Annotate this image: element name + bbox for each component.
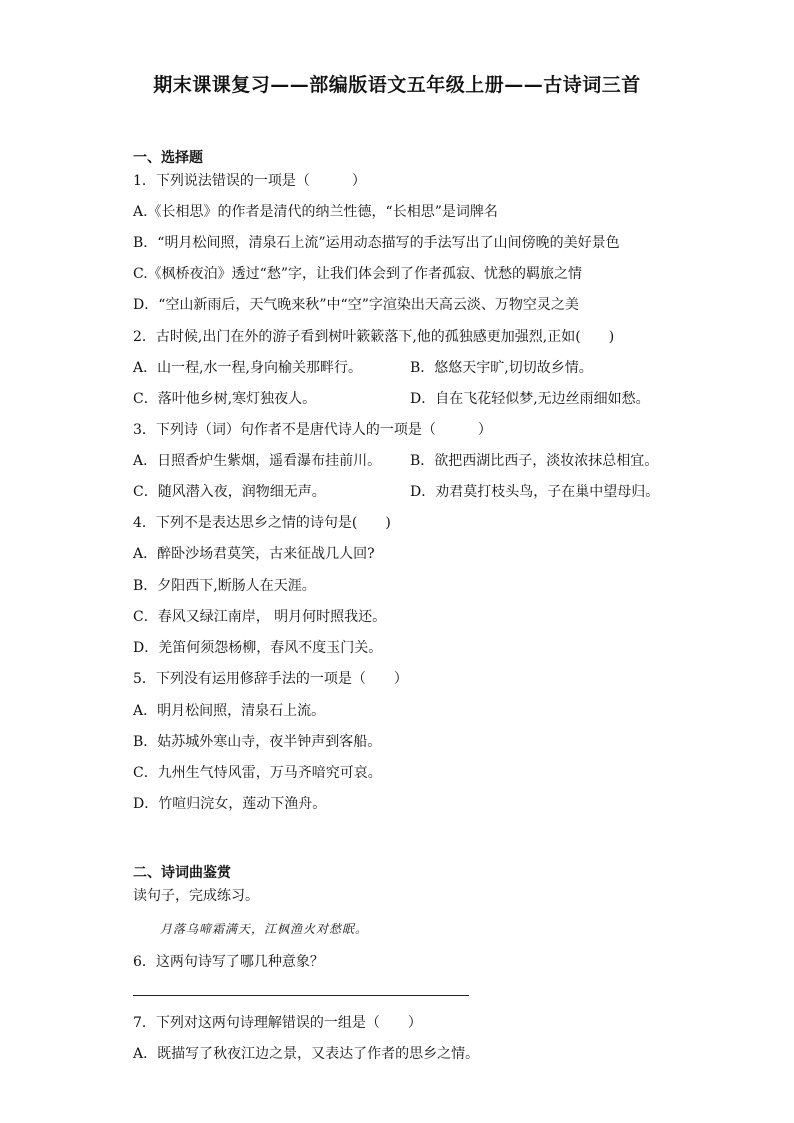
- q2-option-b: B．悠悠天宇旷,切切故乡情。: [410, 360, 593, 376]
- q7-stem: 7．下列对这两句诗理解错误的一组是（ ）: [133, 1015, 422, 1031]
- q2-option-d: D．自在飞花轻似梦,无边丝雨细如愁。: [410, 391, 650, 407]
- section-heading-choice: 一、选择题: [133, 150, 203, 166]
- q1-option-c: C.《枫桥夜泊》透过“愁”字，让我们体会到了作者孤寂、忧愁的羁旅之情: [133, 266, 582, 282]
- q6-answer-line[interactable]: [133, 995, 469, 996]
- q1-option-a: A.《长相思》的作者是清代的纳兰性德，“长相思”是词牌名: [133, 204, 498, 220]
- q2-stem: 2．古时候,出门在外的游子看到树叶簌簌落下,他的孤独感更加强烈,正如( ): [133, 329, 615, 345]
- section-heading-poetry: 二、诗词曲鉴赏: [133, 865, 231, 881]
- page-title: 期末课课复习——部编版语文五年级上册——古诗词三首: [153, 74, 641, 96]
- q5-option-a: A．明月松间照，清泉石上流。: [133, 703, 326, 719]
- q1-stem: 1．下列说法错误的一项是（ ）: [133, 173, 366, 189]
- q4-option-b: B．夕阳西下,断肠人在天涯。: [133, 578, 316, 594]
- q5-option-c: C．九州生气恃风雷，万马齐喑究可哀。: [133, 765, 382, 781]
- q4-stem: 4．下列不是表达思乡之情的诗句是( ): [133, 515, 391, 531]
- q3-option-a: A．日照香炉生紫烟，遥看瀑布挂前川。: [133, 453, 382, 469]
- q1-option-d: D．“空山新雨后，天气晚来秋”中“空”字渲染出天高云淡、万物空灵之美: [133, 297, 579, 313]
- q5-option-b: B．姑苏城外寒山寺，夜半钟声到客船。: [133, 734, 382, 750]
- q5-option-d: D．竹喧归浣女，莲动下渔舟。: [133, 796, 327, 812]
- reading-instruction: 读句子，完成练习。: [133, 888, 259, 904]
- poem-lines: 月落乌啼霜满天，江枫渔火对愁眠。: [160, 922, 369, 936]
- q1-option-b: B．“明月松间照，清泉石上流”运用动态描写的手法写出了山间傍晚的美好景色: [133, 235, 620, 251]
- q3-option-c: C．随风潜入夜，润物细无声。: [133, 484, 326, 500]
- q4-option-d: D．羌笛何须怨杨柳，春风不度玉门关。: [133, 640, 383, 656]
- q7-option-a: A．既描写了秋夜江边之景，又表达了作者的思乡之情。: [133, 1046, 480, 1062]
- q3-stem: 3．下列诗（词）句作者不是唐代诗人的一项是（ ）: [133, 422, 492, 438]
- q6-stem: 6．这两句诗写了哪几种意象？: [133, 954, 324, 970]
- q4-option-c: C．春风又绿江南岸， 明月何时照我还。: [133, 609, 387, 625]
- q2-option-c: C．落叶他乡树,寒灯独夜人。: [133, 391, 317, 407]
- q4-option-a: A．醉卧沙场君莫笑，古来征战几人回?: [133, 546, 375, 562]
- q3-option-d: D．劝君莫打枝头鸟，子在巢中望母归。: [410, 484, 660, 500]
- q2-option-a: A．山一程,水一程,身向榆关那畔行。: [133, 360, 363, 376]
- q5-stem: 5．下列没有运用修辞手法的一项是（ ）: [133, 671, 408, 687]
- q3-option-b: B．欲把西湖比西子，淡妆浓抹总相宜。: [410, 453, 659, 469]
